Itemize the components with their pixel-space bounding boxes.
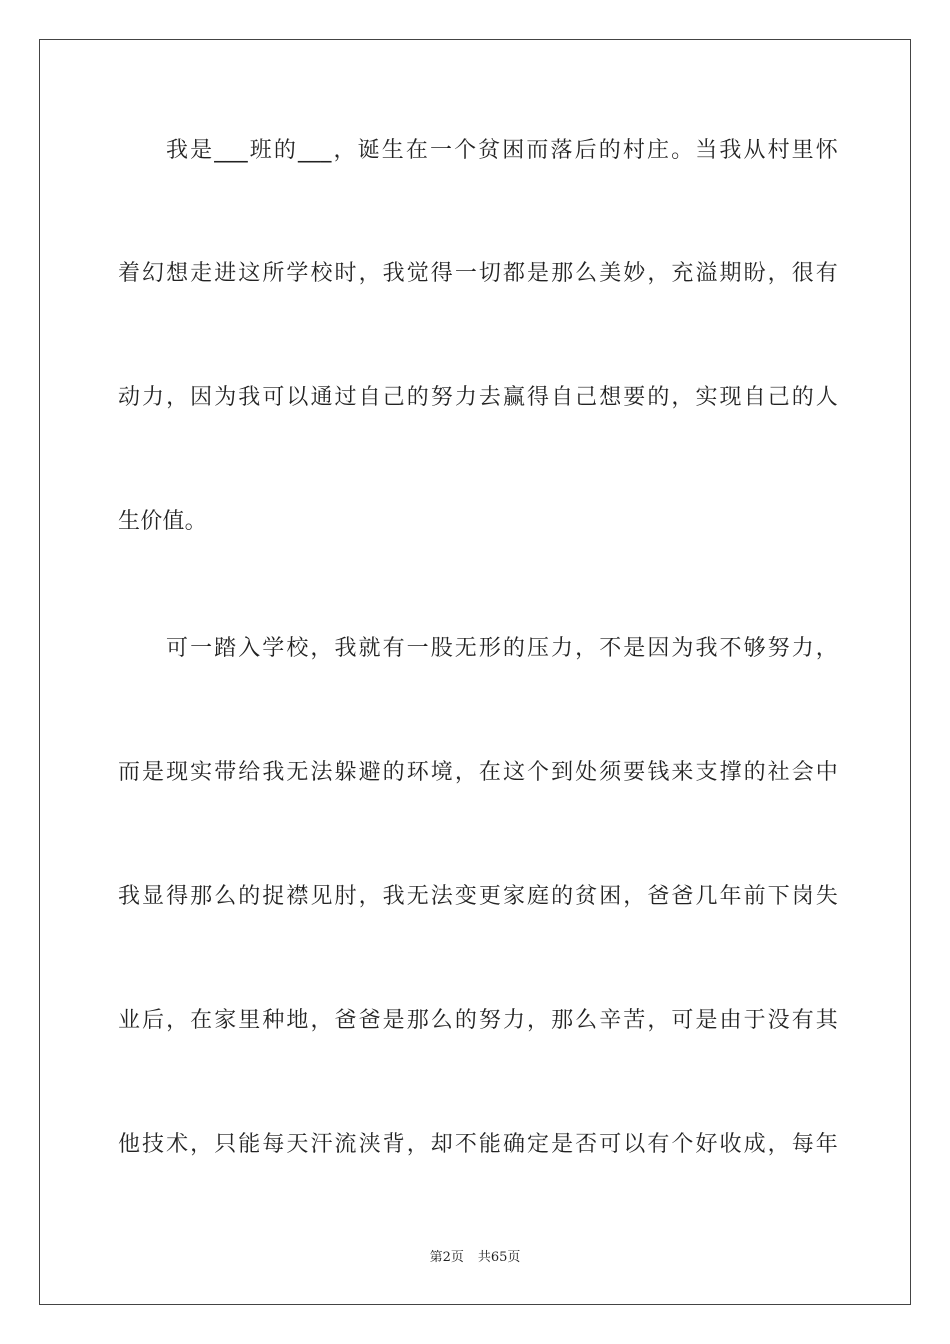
paragraph-1-line-4: 生价值。	[118, 509, 207, 534]
page-border	[39, 39, 911, 1305]
page-footer	[0, 1246, 950, 1265]
paragraph-2-line-1: 可一踏入学校，我就有一股无形的压力，不是因为我不够努力，	[166, 636, 838, 661]
total-pages: 共65页	[477, 1250, 521, 1265]
paragraph-2-line-3: 我显得那么的捉襟见肘，我无法变更家庭的贫困，爸爸几年前下岗失	[118, 884, 838, 909]
paragraph-2-line-4: 业后，在家里种地，爸爸是那么的努力，那么辛苦，可是由于没有其	[118, 1008, 838, 1033]
paragraph-2-line-2: 而是现实带给我无法躲避的环境，在这个到处须要钱来支撑的社会中	[118, 760, 838, 785]
paragraph-1-line-3: 动力，因为我可以通过自己的努力去赢得自己想要的，实现自己的人	[118, 385, 838, 410]
page-number: 第2页	[429, 1250, 464, 1265]
paragraph-1-line-1: 我是___班的___，诞生在一个贫困而落后的村庄。当我从村里怀	[166, 138, 838, 163]
paragraph-1-line-2: 着幻想走进这所学校时，我觉得一切都是那么美妙，充溢期盼，很有	[118, 261, 838, 286]
paragraph-2-line-5: 他技术，只能每天汗流浃背，却不能确定是否可以有个好收成，每年	[118, 1132, 838, 1157]
